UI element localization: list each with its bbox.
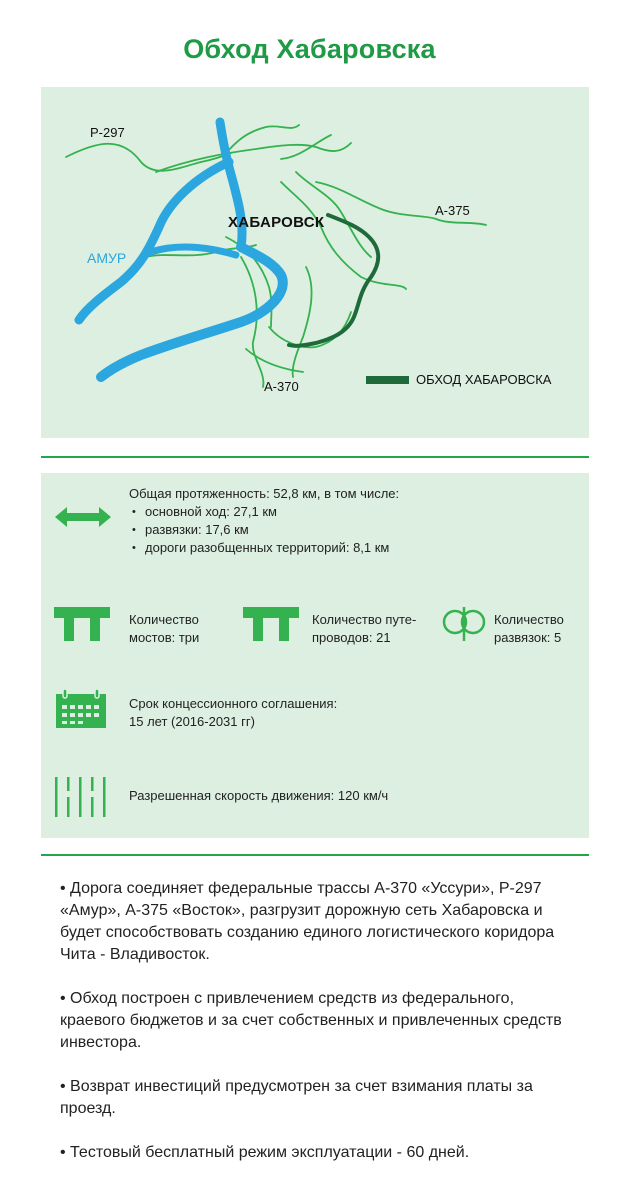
bullet-connection: • Дорога соединяет федеральные трассы А-370 «Уссури», Р-297 «Амур», А-375 «Восток», разгрузит дорожную сеть Хабаровска и будет способствовать созданию единого логистического коридора Чита - Владивосток. [60,880,555,963]
length-list [129,503,399,557]
interchange-icon [442,607,486,641]
calendar-icon [55,689,107,729]
length-item-roads: • дороги разобщенных территорий: 8,1 км [129,539,399,557]
bridge-icon [54,607,110,641]
overpasses-line2: проводов: 21 [312,630,391,645]
length-item-junctions: • развязки: 17,6 км [129,521,399,539]
overpass-icon [243,607,299,641]
road-a370 [269,312,351,347]
concession-line2: 15 лет (2016-2031 гг) [129,714,255,729]
length-block [129,485,399,557]
overpasses-line1: Количество путе- [312,612,417,627]
bullet-funding: • Обход построен с привлечением средств из федерального, краевого бюджетов и за счет собственных и привлеченных средств инвестора. [60,990,562,1051]
interchanges-line1: Количество [494,612,564,627]
road-south-1 [293,267,312,377]
label-r297: Р-297 [90,125,125,140]
river-channel-link [151,247,236,255]
page-title: Обход Хабаровска [183,34,436,64]
river-channel-west [79,162,229,320]
interchanges-line2: развязок: 5 [494,630,562,645]
road-main-ew [156,143,351,172]
road-north-2 [281,135,331,159]
legend-bypass-label: ОБХОД ХАБАРОВСКА [416,372,552,387]
concession-line1: Срок концессионного соглашения: [129,696,338,711]
info-panel [41,473,589,838]
interchanges-text [494,611,564,647]
overpasses-text [312,611,416,647]
label-a370: А-370 [264,379,299,394]
divider-top [41,456,589,458]
label-city: ХАБАРОВСК [228,214,325,231]
speed-text: Разрешенная скорость движения: 120 км/ч [129,788,389,803]
double-arrow-icon [55,505,111,529]
road-network [66,125,486,387]
bypass-road [289,215,378,346]
bridges-line2: мостов: три [129,630,200,645]
road-east-1 [281,182,406,289]
concession-text [129,695,337,731]
legend-bypass-swatch [366,376,409,384]
map-panel [41,87,589,438]
divider-bottom [41,854,589,856]
bullet-investment: • Возврат инвестиций предусмотрен за счет взимания платы за проезд. [60,1078,533,1117]
length-heading: Общая протяженность: 52,8 км, в том числе: [129,486,400,501]
speed-lanes-icon [55,777,107,817]
bridges-text [129,611,199,647]
description [60,878,580,1186]
bullet-test-mode: • Тестовый бесплатный режим эксплуатации - 60 дней. [60,1144,470,1161]
label-a375: А-375 [435,203,470,218]
bridges-line1: Количество [129,612,199,627]
length-item-main: • основной ход: 27,1 км [129,503,399,521]
label-river: АМУР [87,250,127,266]
